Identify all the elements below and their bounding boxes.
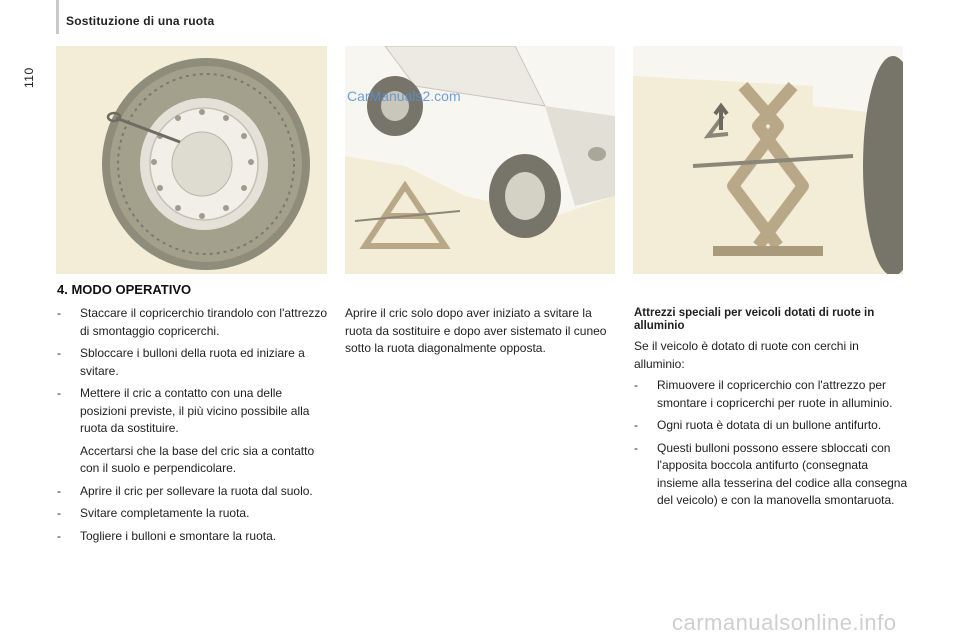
note-jack-base: Accertarsi che la base del cric sia a contatto con il suolo e perpendicolare. (80, 443, 315, 475)
column-alloy-tools (634, 305, 909, 515)
column-procedure (57, 305, 332, 550)
figure-jack-detail (633, 46, 903, 274)
list-item: - Questi bulloni possono essere sbloccati con l'apposita boccola antifurto (consegnata insieme alla tesserina del codice alla consegna del veicolo) e con la manovella smontaruota. (634, 440, 908, 507)
watermark-carmanuals: CarManuals2.com (347, 88, 461, 104)
list-item: - Aprire il cric per sollevare la ruota dal suolo. (57, 483, 313, 498)
page-number: 110 (22, 67, 36, 88)
list-item: - Rimuovere il copricerchio con l'attrezzo per smontare i copricerchi per ruote in alluminio. (634, 378, 893, 410)
list-item: - Staccare il copricerchio tirandolo con l'attrezzo di smontaggio copricerchi. (57, 306, 328, 338)
list-item: - Ogni ruota è dotata di un bullone antifurto. (634, 418, 882, 432)
figure-van-jack (345, 46, 615, 274)
list-item: - Togliere i bulloni e smontare la ruota. (57, 528, 277, 543)
watermark-carmanualsonline: carmanualsonline.info (672, 610, 897, 635)
van-jack-illustration (345, 46, 615, 274)
heading-modo-operativo: 4. MODO OPERATIVO (57, 282, 192, 297)
paragraph-alloy-intro: Se il veicolo è dotato di ruote con cerchi in alluminio: (634, 339, 859, 371)
column-jack-warning (345, 305, 617, 358)
jack-detail-illustration (633, 46, 903, 274)
figure-wheel-hubcap-tool (56, 46, 327, 274)
subtitle-alloy-tools: Attrezzi speciali per veicoli dotati di ruote in alluminio (634, 307, 875, 332)
section-title: Sostituzione di una ruota (66, 14, 215, 28)
list-item: - Svitare completamente la ruota. (57, 506, 250, 520)
title-accent-bar (56, 0, 59, 34)
wheel-illustration (56, 46, 327, 274)
paragraph-jack-warning: Aprire il cric solo dopo aver iniziato a svitare la ruota da sostituire e dopo aver sistemato il cuneo sotto la ruota diagonalmente opposta. (345, 306, 607, 355)
list-item: - Mettere il cric a contatto con una delle posizioni previste, il più vicino possibile alla ruota da sostituire. (57, 386, 310, 435)
list-item: - Sbloccare i bulloni della ruota ed iniziare a svitare. (57, 346, 305, 378)
